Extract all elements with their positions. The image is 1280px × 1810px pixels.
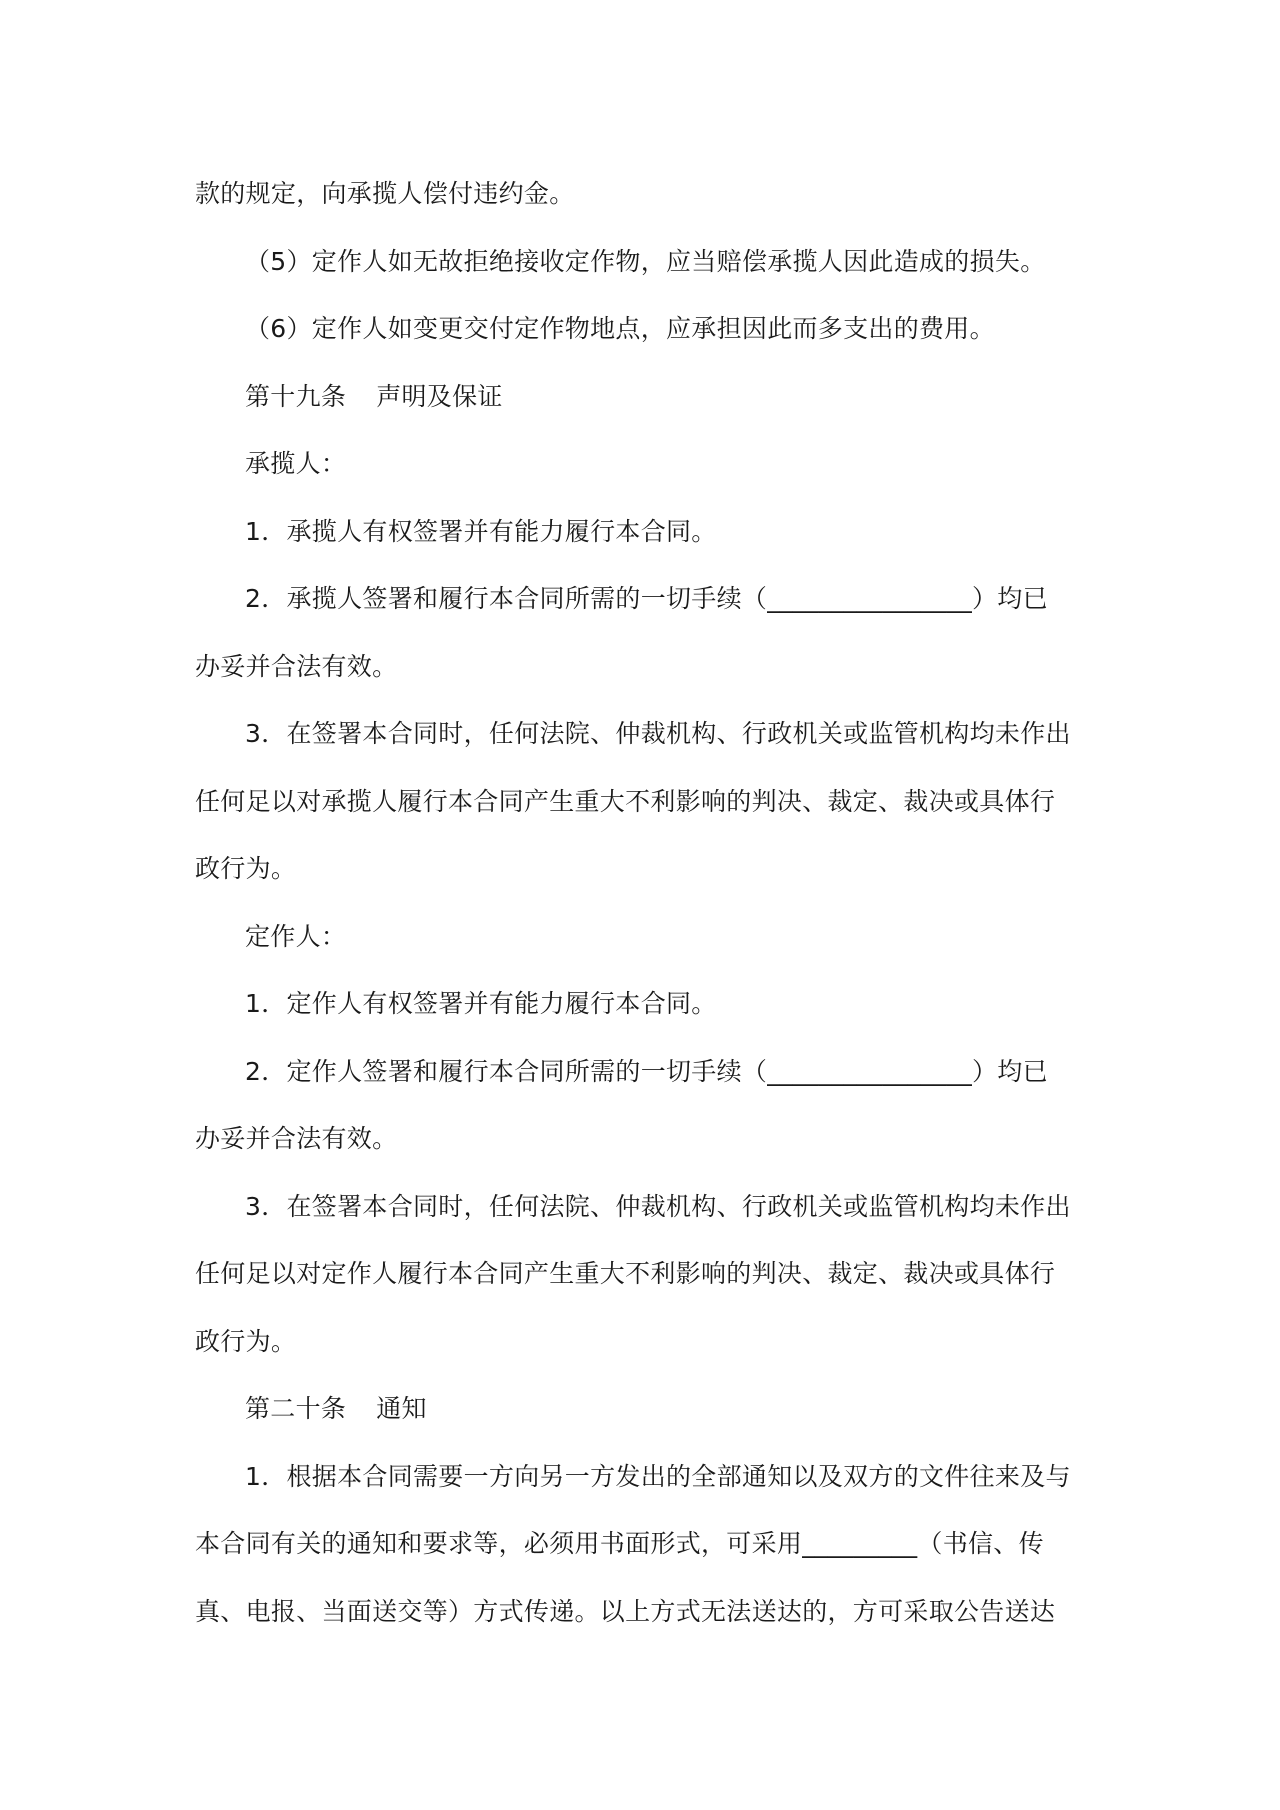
text-line: 2．承揽人签署和履行本合同所需的一切手续（________________）均已	[245, 584, 1048, 613]
text-line: 承揽人：	[245, 449, 347, 478]
section-number: 第十九条	[245, 381, 347, 411]
document-body	[195, 160, 1095, 1645]
text-line: 办妥并合法有效。	[195, 651, 398, 681]
text-line: 3．在签署本合同时，任何法院、仲裁机构、行政机关或监管机构均未作出	[245, 1191, 1071, 1221]
text-line: 定作人：	[245, 921, 347, 951]
text-line: 本合同有关的通知和要求等，必须用书面形式，可采用_________（书信、传	[195, 1529, 1044, 1558]
section-title: 通知	[376, 1394, 427, 1423]
section-heading-19	[195, 363, 1095, 431]
text-line: 任何足以对定作人履行本合同产生重大不利影响的判决、裁定、裁决或具体行	[195, 1259, 1056, 1288]
text-line: 1．定作人有权签署并有能力履行本合同。	[245, 989, 717, 1018]
text-line: （6）定作人如变更交付定作物地点，应承担因此而多支出的费用。	[245, 314, 995, 343]
text-line: 政行为。	[195, 1326, 297, 1356]
text-line: 1．根据本合同需要一方向另一方发出的全部通知以及双方的文件往来及与	[245, 1461, 1071, 1491]
section-heading-20	[195, 1375, 1095, 1443]
text-line: 3．在签署本合同时，任何法院、仲裁机构、行政机关或监管机构均未作出	[245, 719, 1071, 748]
section-number: 第二十条	[245, 1394, 347, 1423]
text-line: 2．定作人签署和履行本合同所需的一切手续（________________）均已	[245, 1056, 1048, 1086]
text-line: 真、电报、当面送交等）方式传递。以上方式无法送达的，方可采取公告送达	[195, 1596, 1056, 1626]
text-line: 1．承揽人有权签署并有能力履行本合同。	[245, 516, 717, 546]
text-line: 任何足以对承揽人履行本合同产生重大不利影响的判决、裁定、裁决或具体行	[195, 786, 1056, 816]
text-line: （5）定作人如无故拒绝接收定作物，应当赔偿承揽人因此造成的损失。	[245, 246, 1046, 276]
section-title: 声明及保证	[376, 381, 503, 411]
text-line: 款的规定，向承揽人偿付违约金。	[195, 179, 575, 208]
text-line: 政行为。	[195, 854, 297, 883]
text-line: 办妥并合法有效。	[195, 1124, 398, 1153]
